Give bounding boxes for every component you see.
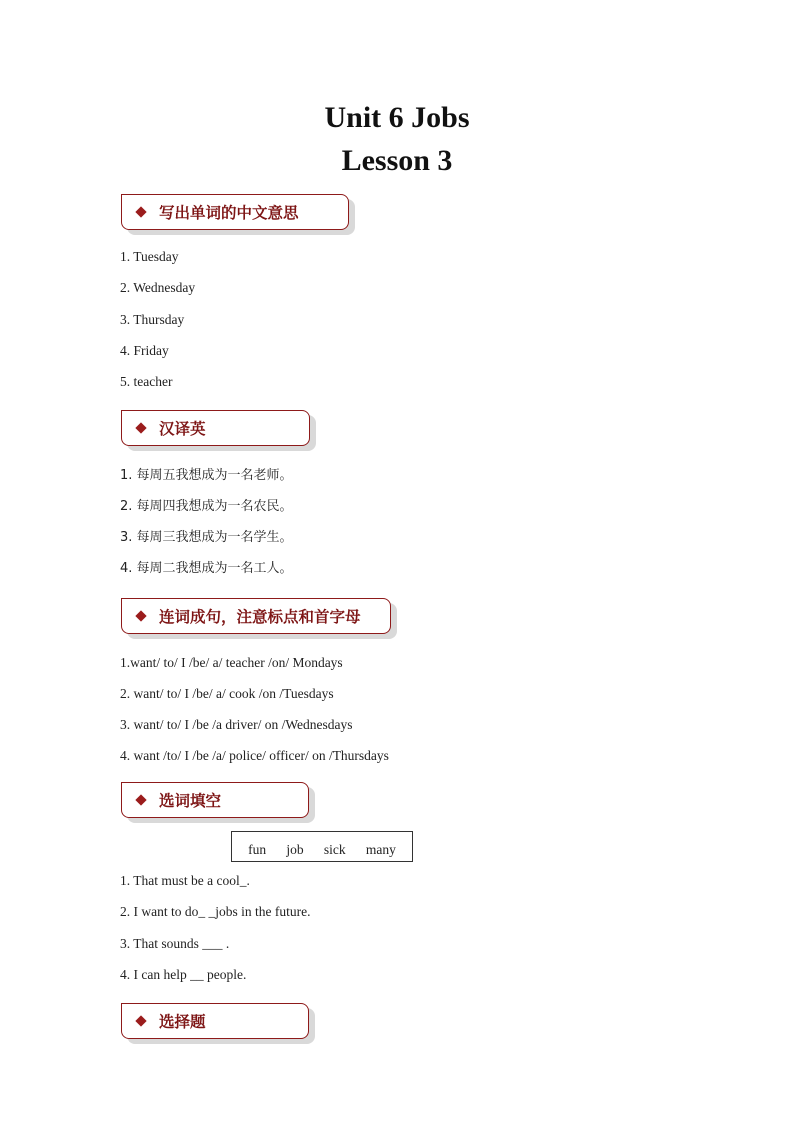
list-item: 1. 每周五我想成为一名老师。 — [120, 468, 293, 483]
list-item: 4. want /to/ I /be /a/ police/ officer/ on /Thursdays — [120, 748, 389, 763]
list-item: 4. I can help __ people. — [120, 967, 247, 982]
section-heading-label: 写出单词的中文意思 — [159, 204, 299, 222]
page-subtitle: Lesson 3 — [341, 144, 453, 177]
section-heading-multiple-choice — [121, 1003, 309, 1039]
word-bank-item: job — [286, 841, 304, 857]
list-item: 1. Tuesday — [120, 249, 179, 264]
section-heading-label: 选词填空 — [159, 792, 222, 810]
diamond-icon — [135, 794, 146, 805]
section-heading-word-meaning — [121, 194, 349, 230]
word-bank-item: fun — [248, 841, 267, 857]
diamond-icon — [135, 610, 146, 621]
diamond-icon — [135, 1015, 146, 1026]
list-item: 4. Friday — [120, 343, 169, 358]
word-bank-item: sick — [323, 841, 346, 857]
section-heading-label: 选择题 — [159, 1013, 206, 1031]
diamond-icon — [135, 206, 146, 217]
diamond-icon — [135, 422, 146, 433]
list-item: 5. teacher — [120, 374, 173, 389]
section-heading-word-order — [121, 598, 391, 634]
list-item: 2. 每周四我想成为一名农民。 — [120, 499, 293, 514]
list-item: 2. I want to do_ _jobs in the future. — [120, 904, 311, 919]
list-item: 4. 每周二我想成为一名工人。 — [120, 561, 293, 576]
list-item: 3. want/ to/ I /be /a driver/ on /Wednesdays — [120, 717, 353, 732]
list-item: 1.want/ to/ I /be/ a/ teacher /on/ Mondays — [120, 655, 343, 670]
list-item: 1. That must be a cool_. — [120, 873, 250, 888]
list-item: 3. Thursday — [120, 312, 185, 327]
section-heading-label: 连词成句，注意标点和首字母 — [159, 608, 361, 626]
page-title: Unit 6 Jobs — [324, 101, 470, 134]
list-item: 3. 每周三我想成为一名学生。 — [120, 530, 293, 545]
word-bank — [231, 831, 413, 862]
list-item: 2. want/ to/ I /be/ a/ cook /on /Tuesdays — [120, 686, 334, 701]
list-item: 2. Wednesday — [120, 280, 196, 295]
word-bank-item: many — [365, 841, 396, 857]
section-heading-translate — [121, 410, 310, 446]
section-heading-fill-in — [121, 782, 309, 818]
section-heading-label: 汉译英 — [159, 420, 206, 438]
list-item: 3. That sounds ___ . — [120, 936, 230, 951]
